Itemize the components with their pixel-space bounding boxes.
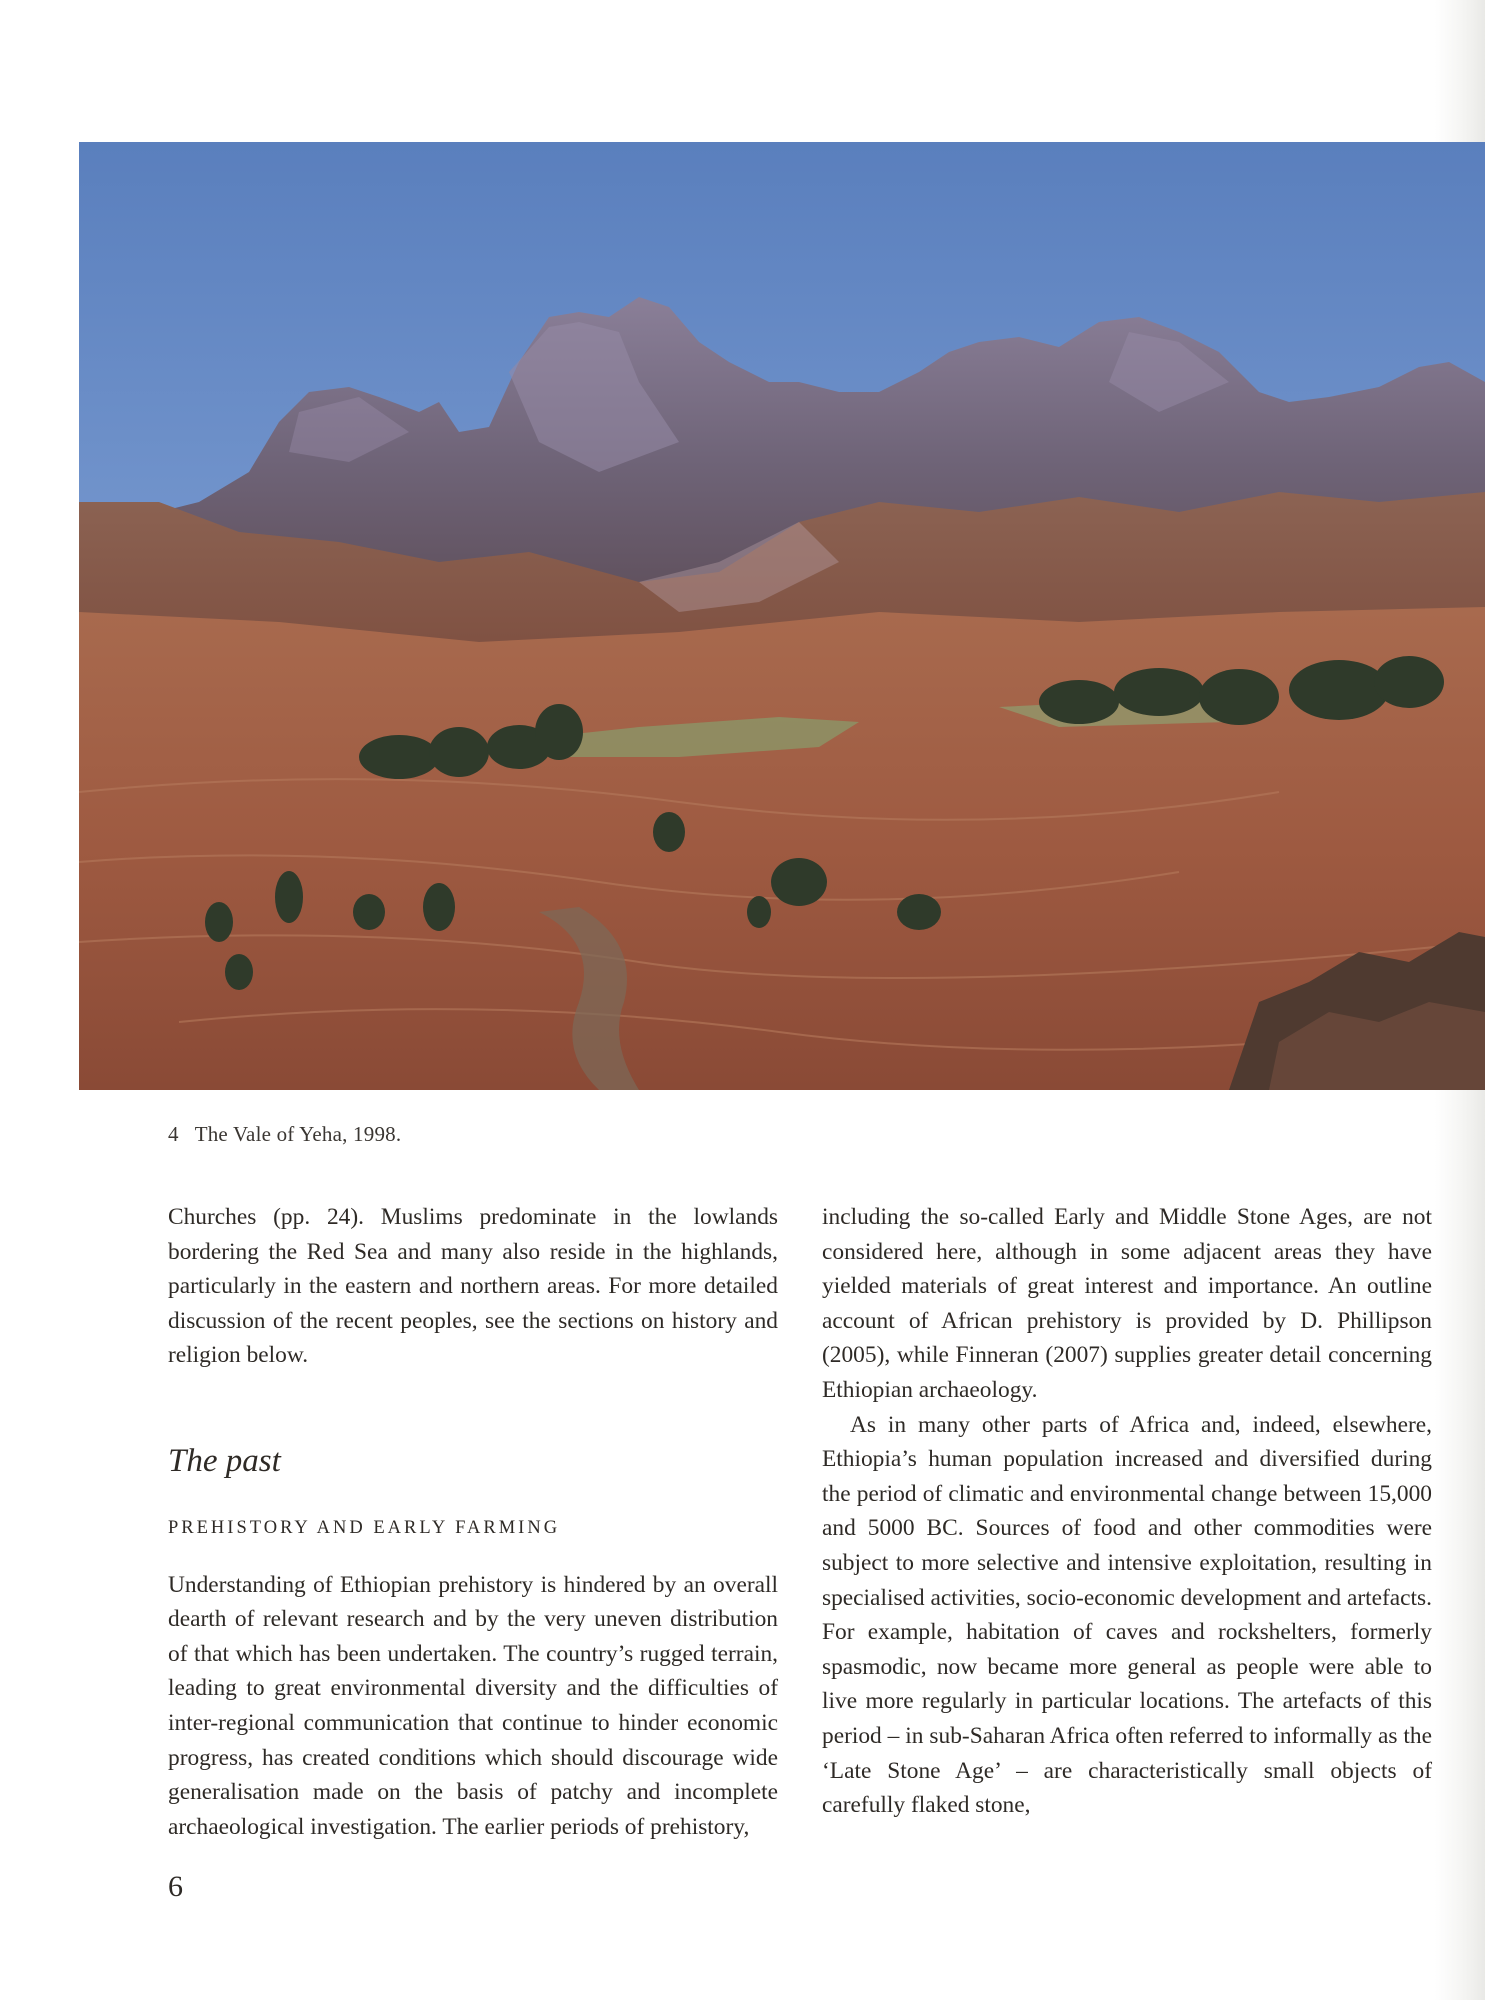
page-number: 6: [168, 1870, 183, 1903]
left-column: [168, 1200, 778, 1844]
right-paragraph-1: including the so-called Early and Middle Stone Ages, are not considered here, although in some adjacent areas they have yielded materials of great interest and importance. An outline account of African prehistory is provided by D. Phillipson (2005), while Finneran (2007) supplies greater detail concerning Ethiopian archaeology.: [822, 1204, 1432, 1403]
section-heading: The past: [168, 1442, 281, 1479]
figure-caption: [168, 1122, 401, 1147]
left-paragraph-1: Churches (pp. 24). Muslims predominate in the lowlands bordering the Red Sea and many also reside in the highlands, particularly in the eastern and northern areas. For more detailed discussion of the recent peoples, see the sections on history and religion below.: [168, 1204, 778, 1369]
subheading: PREHISTORY AND EARLY FARMING: [168, 1517, 561, 1538]
vale-of-yeha-illustration: [79, 142, 1485, 1090]
right-paragraph-2: As in many other parts of Africa and, indeed, elsewhere, Ethiopia’s human population increased and diversified during the period of climatic and environmental change between 15,000 and 5000 BC. Sources of food and other commodities were subject to more selective and intensive exploitation, resulting in specialised activities, socio-economic development and artefacts. For example, habitation of caves and rockshelters, formerly spasmodic, now became more general as people were able to live more regularly in particular locations. The artefacts of this period – in sub-Saharan Africa often referred to informally as the ‘Late Stone Age’ – are characteristically small objects of carefully flaked stone,: [822, 1411, 1432, 1819]
figure-caption-text: The Vale of Yeha, 1998.: [194, 1122, 402, 1146]
right-column: [822, 1200, 1432, 1823]
figure-number: 4: [168, 1122, 179, 1146]
left-paragraph-2: Understanding of Ethiopian prehistory is hindered by an overall dearth of relevant research and by the very uneven distribution of that which has been undertaken. The country’s rugged terrain, leading to great environmental diversity and the difficulties of inter-regional communication that continue to hinder economic progress, has created conditions which should discourage wide generalisation made on the basis of patchy and incomplete archaeological investigation. The earlier periods of prehistory,: [168, 1571, 778, 1840]
landscape-photo: [79, 142, 1485, 1090]
